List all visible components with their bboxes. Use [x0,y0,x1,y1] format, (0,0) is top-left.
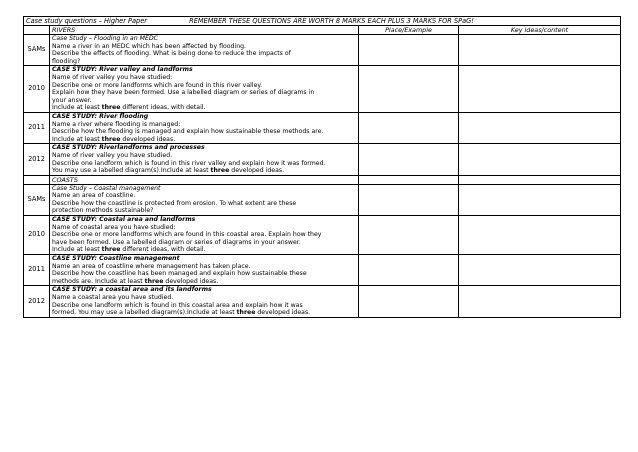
instruction-text: different ideas, with detail. [120,246,206,254]
case-study-heading: CASE STUDY: River valley and landforms [52,66,193,74]
year-cell: 2010 [24,216,50,255]
year-cell: 2011 [24,255,50,286]
emphasis-three: three [101,104,121,112]
place-answer-cell[interactable] [359,35,459,66]
instruction-text: developed ideas. [255,309,311,317]
coasts-section-label: COASTS [50,175,359,184]
table-row [24,112,621,143]
question-cell [50,35,359,66]
instruction-line [52,167,356,175]
sheet-title: Case study questions – Higher Paper [26,17,148,25]
instruction-text: Include at least [52,246,102,254]
marks-reminder: REMEMBER THESE QUESTIONS ARE WORTH 8 MARKS EACH PLUS 3 MARKS FOR SPaG! [189,17,474,25]
instruction-text: You may use a labelled diagram(s).Include at least [52,167,211,175]
instruction-line [52,246,356,254]
place-answer-cell[interactable] [359,255,459,286]
year-cell: SAMs [24,184,50,215]
emphasis-three: three [210,167,230,175]
empty-place-cell [359,175,459,184]
question-line: Describe one landform which is found in this river valley and explain how it was formed. [52,159,326,167]
question-line: Name a coastal area you have studied. [52,294,174,301]
table-row [24,286,621,317]
question-line: Name an area of coastline. [52,192,136,200]
question-line: Name of river valley you have studied: [52,73,173,81]
place-answer-cell[interactable] [359,112,459,143]
header-row [24,17,621,26]
key-ideas-answer-cell[interactable] [459,216,621,255]
instruction-text: Include at least [52,104,102,112]
question-line: Name a river in an MEDC which has been affected by flooding. [52,42,247,50]
emphasis-three: three [101,246,121,254]
place-answer-cell[interactable] [359,144,459,175]
question-line: Name of coastal area you have studied: [52,223,176,231]
question-line: flooding? [52,57,81,65]
coasts-section-row [24,175,621,184]
instruction-line [52,278,356,286]
question-cell [50,255,359,286]
instruction-line [52,104,356,112]
question-line: Describe the effects of flooding. What is being done to reduce the impacts of [52,50,291,58]
table-row [24,216,621,255]
question-line: Describe one landform which is found in this coastal area and explain how it was [52,301,303,309]
table-row [24,35,621,66]
place-answer-cell[interactable] [359,184,459,215]
question-cell [50,112,359,143]
case-study-heading: CASE STUDY: Riverlandforms and processes [52,144,205,152]
table-row [24,144,621,175]
question-line: have been formed. Use a labelled diagram or series of diagrams in your answer. [52,238,301,246]
question-cell [50,216,359,255]
empty-year-cell [24,175,50,184]
question-line: Describe one or more landforms which are found in this river valley. [52,81,263,89]
year-cell: 2012 [24,286,50,317]
empty-key-cell [459,175,621,184]
question-line: Explain how they have been formed. Use a labelled diagram or series of diagrams in [52,89,315,97]
rivers-section-label: RIVERS [50,26,359,35]
key-ideas-answer-cell[interactable] [459,35,621,66]
table-row [24,66,621,113]
question-cell [50,144,359,175]
question-line: Describe how the flooding is managed and explain how sustainable these methods are. [52,128,324,136]
instruction-text: different ideas, with detail. [120,104,206,112]
instruction-text: developed ideas. [120,135,176,143]
instruction-line [52,309,356,317]
place-answer-cell[interactable] [359,216,459,255]
question-line: Name an area of coastline where management has taken place. [52,262,251,270]
year-cell: SAMs [24,35,50,66]
year-cell: 2012 [24,144,50,175]
key-ideas-answer-cell[interactable] [459,112,621,143]
question-line: Name of river valley you have studied. [52,151,173,159]
place-answer-cell[interactable] [359,66,459,113]
header-cell [24,17,621,26]
question-line: Describe how the coastline is protected from erosion. To what extent are these [52,199,297,207]
key-ideas-answer-cell[interactable] [459,66,621,113]
year-cell: 2010 [24,66,50,113]
question-line: Name a river where flooding is managed: [52,120,181,128]
instruction-text: methods are. Include at least [52,277,145,285]
key-ideas-answer-cell[interactable] [459,144,621,175]
key-ideas-answer-cell[interactable] [459,184,621,215]
case-study-heading: CASE STUDY: a coastal area and its landforms [52,286,212,294]
empty-year-cell [24,26,50,35]
case-study-table [23,16,621,318]
case-study-heading: CASE STUDY: Coastline management [52,255,180,263]
question-cell [50,286,359,317]
table-row [24,255,621,286]
question-line: Describe how the coastline has been managed and explain how sustainable these [52,270,307,278]
instruction-text: formed. You may use a labelled diagram(s).Include at least [52,309,237,317]
instruction-text: Include at least [52,135,102,143]
emphasis-three: three [101,135,121,143]
instruction-text: developed ideas. [229,167,285,175]
year-cell: 2011 [24,112,50,143]
key-ideas-answer-cell[interactable] [459,286,621,317]
question-line: Describe one or more landforms which are found in this coastal area. Explain how they [52,231,322,239]
instruction-text: developed ideas. [163,277,219,285]
key-ideas-answer-cell[interactable] [459,255,621,286]
question-cell [50,66,359,113]
place-column-header: Place/Example [359,26,459,35]
question-line: your answer. [52,96,92,104]
key-ideas-column-header: Key ideas/content [459,26,621,35]
table-row [24,184,621,215]
rivers-section-row [24,26,621,35]
case-study-heading: CASE STUDY: River flooding [52,112,149,120]
case-study-heading: Case Study – Flooding in an MEDC [52,35,158,42]
case-study-sheet [23,16,621,318]
question-cell [50,184,359,215]
place-answer-cell[interactable] [359,286,459,317]
emphasis-three: three [144,277,164,285]
instruction-line [52,136,356,144]
case-study-heading: Case Study – Coastal management [52,184,161,192]
emphasis-three: three [236,309,256,317]
case-study-heading: CASE STUDY: Coastal area and landforms [52,216,196,224]
question-line: protection methods sustainable? [52,207,154,215]
